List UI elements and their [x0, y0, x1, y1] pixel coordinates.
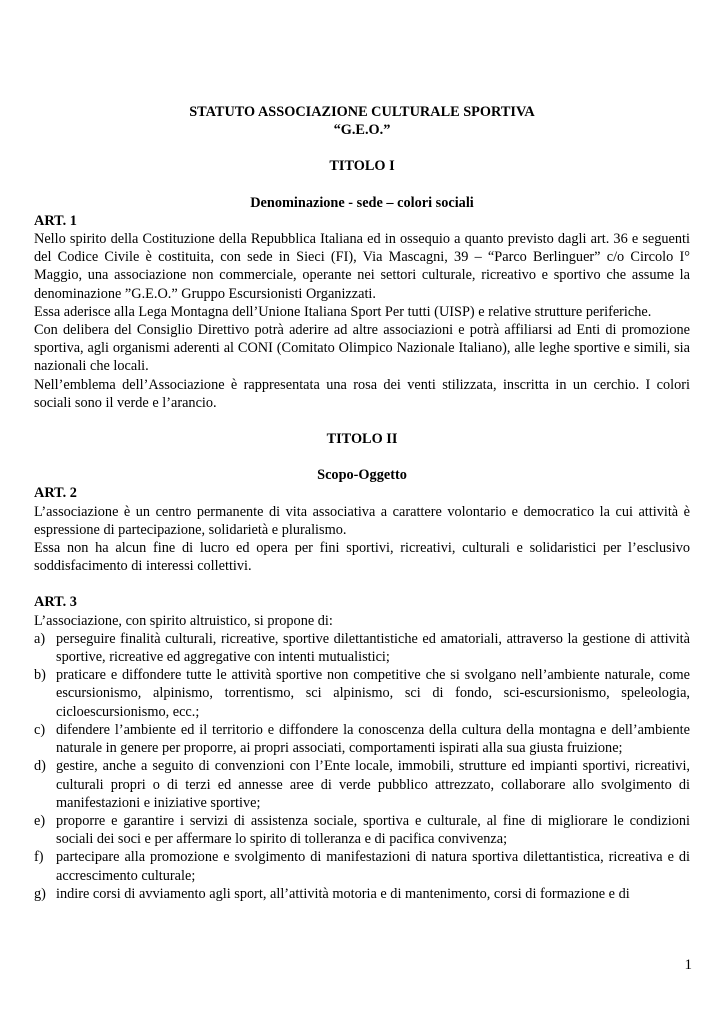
list-item — [34, 885, 690, 903]
art-1-paragraph: Essa aderisce alla Lega Montagna dell’Unione Italiana Sport Per tutti (UISP) e relative strutture periferiche. — [34, 303, 652, 320]
art-1-paragraph: Con delibera del Consiglio Direttivo potrà aderire ad altre associazioni e potrà affiliarsi ad Enti di promozione sportiva, agli organismi aderenti al CONI (Comitato Olimpico Nazionale Italiano), alle leghe sportive e simili, sia nazionali che locali. — [34, 322, 690, 375]
list-item-text: proporre e garantire i servizi di assistenza sociale, sportiva e culturale, al fine di migliorare le condizioni sociali dei soci e per affermare lo spirito di tolleranza e di pacifica convivenza; — [56, 812, 690, 848]
list-item-label: b) — [34, 667, 46, 684]
list-item-label: e) — [34, 812, 46, 829]
list-item-label: f) — [34, 849, 44, 866]
art-2-paragraph: L’associazione è un centro permanente di vita associativa a carattere volontario e democratico la cui attività è espressione di partecipazione, solidarietà e pluralismo. — [34, 503, 690, 538]
list-item — [34, 666, 690, 721]
list-item-text: difendere l’ambiente ed il territorio e diffondere la conoscenza della cultura della montagna e dell’ambiente naturale in genere per proporre, ai propri associati, comportamenti ispirati alla sua giusta fruizione; — [56, 721, 690, 757]
list-item-label: a) — [34, 630, 46, 647]
art-3-intro: L’associazione, con spirito altruistico, si propone di: — [34, 612, 333, 629]
list-item — [34, 848, 690, 884]
titolo-1-subheading: Denominazione - sede – colori sociali — [250, 194, 474, 211]
list-item-text: partecipare alla promozione e svolgimento di manifestazioni di natura sportiva dilettantistica, ricreativa e di accrescimento culturale; — [56, 849, 690, 884]
art-2-label: ART. 2 — [34, 485, 77, 502]
list-item-text: perseguire finalità culturali, ricreative, sportive dilettantistiche ed amatoriali, attraverso la gestione di attività sportive, ricreative ed aggregative con intenti mutualistici; — [56, 630, 690, 666]
titolo-2-subheading: Scopo-Oggetto — [317, 467, 407, 484]
list-item-label: d) — [34, 758, 46, 775]
art-3-list — [34, 630, 690, 903]
list-item — [34, 630, 690, 666]
list-item-text: praticare e diffondere tutte le attività sportive non competitive che si svolgano nell’ambiente naturale, come escursionismo, alpinismo, torrentismo, sci alpinismo, sci di fondo, sci-escursionismo, speleologia, cicloescursionismo, ecc.; — [56, 667, 690, 720]
list-item-text: gestire, anche a seguito di convenzioni con l’Ente locale, immobili, strutture ed impianti sportivi, ricreativi, culturali propri o di terzi ed annesse aree di verde pubblico attrezzato, collaborare allo svolgimento di manifestazioni e iniziative sportive; — [56, 758, 690, 811]
list-item — [34, 812, 690, 848]
statute-title: STATUTO ASSOCIAZIONE CULTURALE SPORTIVA — [189, 104, 535, 120]
association-name: “G.E.O.” — [333, 122, 391, 139]
art-2-paragraph: Essa non ha alcun fine di lucro ed opera per fini sportivi, ricreativi, culturali e solidaristici per l’esclusivo soddisfacimento di interessi collettivi. — [34, 540, 690, 575]
art-1-paragraph: Nell’emblema dell’Associazione è rappresentata una rosa dei venti stilizzata, inscritta in un cerchio. I colori sociali sono il verde e l’arancio. — [34, 376, 690, 411]
art-1-paragraph: Nello spirito della Costituzione della Repubblica Italiana ed in ossequio a quanto previsto dagli art. 36 e seguenti del Codice Civile è costituita, con sede in Sieci (FI), Via Mascagni, 39 – “Parco Berlinguer” c/o Circolo I° Maggio, una associazione non commerciale, operante nei settori culturale, ricreativo e sportivo che assume la denominazione ”G.E.O.” Gruppo Escursionisti Organizzati. — [34, 231, 690, 302]
titolo-2-heading: TITOLO II — [326, 431, 398, 448]
art-3-label: ART. 3 — [34, 594, 77, 611]
list-item-text: indire corsi di avviamento agli sport, all’attività motoria e di mantenimento, corsi di formazione e di — [56, 885, 630, 902]
list-item-label: c) — [34, 721, 46, 738]
list-item — [34, 757, 690, 812]
page-number: 1 — [684, 957, 692, 973]
titolo-1-heading: TITOLO I — [329, 158, 395, 175]
list-item-label: g) — [34, 885, 46, 902]
document-body — [34, 103, 690, 903]
list-item — [34, 721, 690, 757]
art-1-label: ART. 1 — [34, 212, 77, 229]
